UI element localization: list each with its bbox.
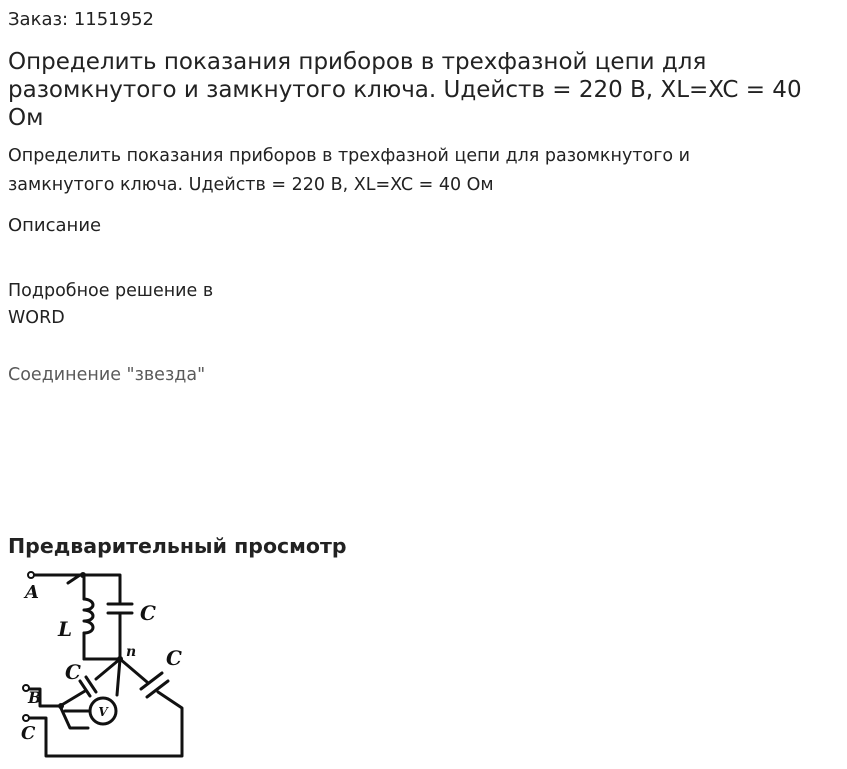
description-heading: Описание — [8, 215, 102, 236]
wire-neutral-to-right-capacitor — [120, 659, 147, 682]
node-label-a: A — [25, 582, 39, 603]
top-capacitor-label: C — [140, 601, 156, 625]
neutral-label: n — [126, 644, 137, 660]
right-capacitor-label: C — [166, 646, 182, 670]
node-label-b: B — [28, 688, 42, 707]
b-node — [58, 703, 64, 709]
inductor-label: L — [58, 617, 73, 641]
switch-node — [80, 572, 86, 578]
solution-format-text: Подробное решение в WORD — [8, 281, 214, 328]
circuit-preview-image — [8, 563, 198, 767]
wire-neutral-to-left-capacitor — [96, 659, 120, 679]
short-description: Определить показания приборов в трехфазной цепи для разомкнутого и замкнутого ключа. Uдейств = 220 В, XL=XC = 40 Ом — [8, 146, 691, 195]
node-label-c: C — [21, 723, 36, 744]
inductor-coil — [84, 599, 93, 633]
page-title: Определить показания приборов в трехфазной цепи для разомкнутого и замкнутого ключа. Uдейств = 220 В, XL=XC = 40 Ом — [8, 49, 802, 131]
wire-b-node-to-voltmeter-left — [60, 706, 88, 728]
neutral-node — [117, 656, 123, 662]
connection-type-text: Соединение "звезда" — [8, 365, 206, 385]
wire-neutral-to-voltmeter — [117, 659, 120, 695]
three-phase-circuit-diagram — [8, 563, 198, 767]
wire-left-capacitor-to-b-node — [60, 691, 85, 706]
voltmeter-label: V — [98, 705, 108, 719]
preview-heading: Предварительный просмотр — [8, 534, 347, 558]
terminal-a — [28, 572, 34, 578]
wire-top-right — [82, 575, 120, 602]
left-capacitor-label: C — [65, 660, 81, 684]
order-number: Заказ: 1151952 — [8, 9, 154, 30]
terminal-c — [23, 715, 29, 721]
